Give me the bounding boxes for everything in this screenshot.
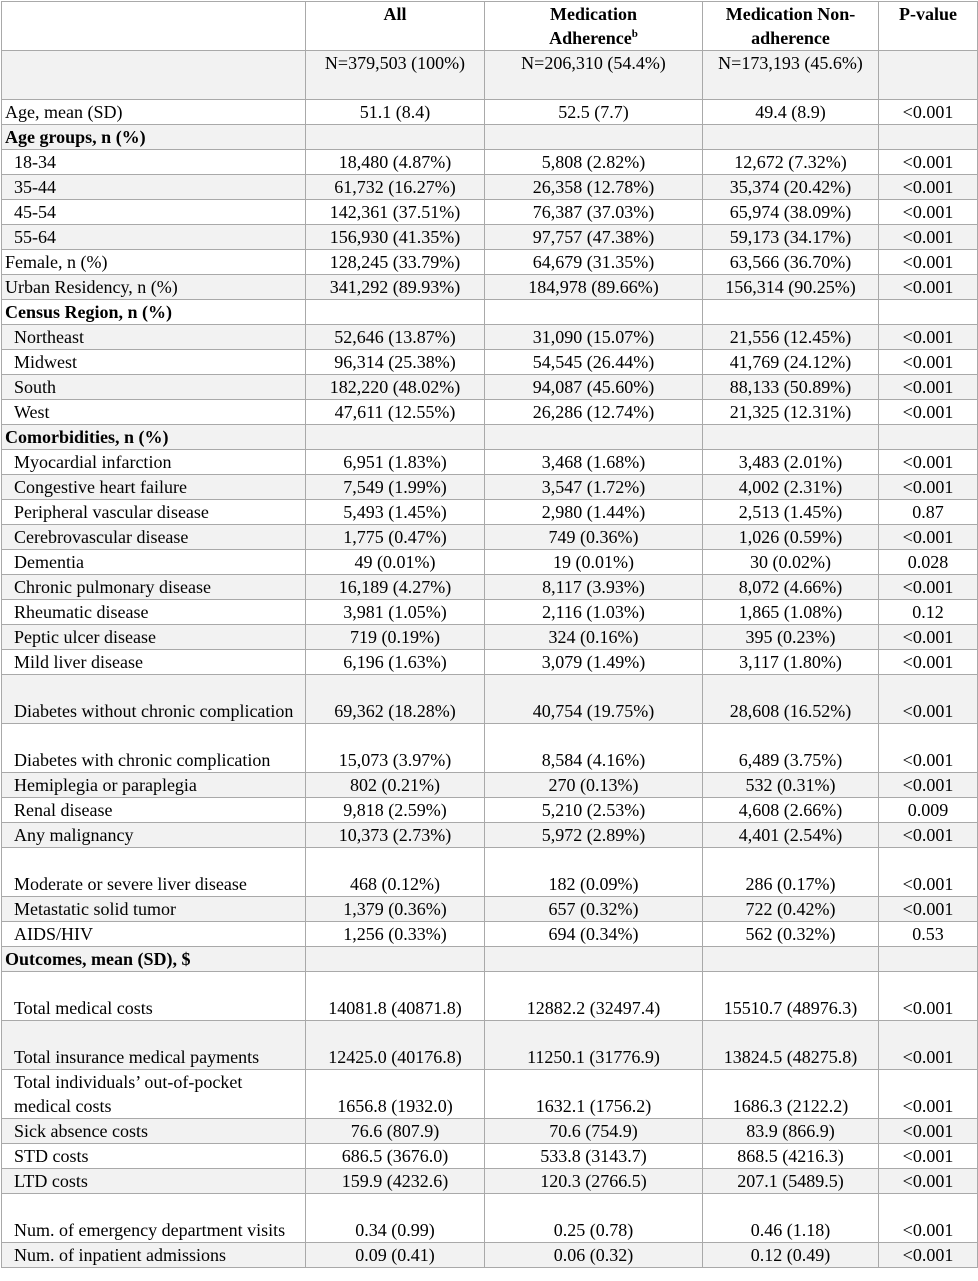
- row-label: Dementia: [2, 550, 306, 575]
- row-label: 35-44: [2, 175, 306, 200]
- cell-all: 15,073 (3.97%): [306, 724, 485, 773]
- cell-non-adherence: 3,483 (2.01%): [703, 450, 879, 475]
- cell-non-adherence: 35,374 (20.42%): [703, 175, 879, 200]
- table-row: [2, 475, 978, 500]
- cell-adherence: 40,754 (19.75%): [485, 675, 703, 724]
- row-label: AIDS/HIV: [2, 922, 306, 947]
- header-non-adherence: Medication Non-adherence: [703, 2, 879, 51]
- cell-non-adherence: 3,117 (1.80%): [703, 650, 879, 675]
- cell-adherence: 533.8 (3143.7): [485, 1144, 703, 1169]
- n-all: N=379,503 (100%): [306, 51, 485, 100]
- table-row: [2, 675, 978, 724]
- table-row: [2, 1119, 978, 1144]
- cell-non-adherence: 13824.5 (48275.8): [703, 1021, 879, 1070]
- cell-all: 96,314 (25.38%): [306, 350, 485, 375]
- cell-adherence: 749 (0.36%): [485, 525, 703, 550]
- cell-adherence: 0.25 (0.78): [485, 1194, 703, 1243]
- cell-all: 61,732 (16.27%): [306, 175, 485, 200]
- table-row: [2, 848, 978, 897]
- cell-p-value: <0.001: [879, 724, 978, 773]
- cell-non-adherence: 88,133 (50.89%): [703, 375, 879, 400]
- cell-p-value: <0.001: [879, 175, 978, 200]
- cell-p-value: 0.87: [879, 500, 978, 525]
- cell-adherence: 12882.2 (32497.4): [485, 972, 703, 1021]
- table-row: [2, 375, 978, 400]
- n-non-adherence: N=173,193 (45.6%): [703, 51, 879, 100]
- cell-non-adherence: 532 (0.31%): [703, 773, 879, 798]
- cell-adherence: 8,117 (3.93%): [485, 575, 703, 600]
- header-adherence: [485, 2, 703, 51]
- row-label: Peptic ulcer disease: [2, 625, 306, 650]
- cell-adherence: 11250.1 (31776.9): [485, 1021, 703, 1070]
- cell-non-adherence: 21,556 (12.45%): [703, 325, 879, 350]
- row-label: Moderate or severe liver disease: [2, 848, 306, 897]
- cell-all: 1,256 (0.33%): [306, 922, 485, 947]
- cell-p-value: <0.001: [879, 575, 978, 600]
- table-row: [2, 1243, 978, 1268]
- row-label: Female, n (%): [2, 250, 306, 275]
- cell-all: 16,189 (4.27%): [306, 575, 485, 600]
- cell-all: 10,373 (2.73%): [306, 823, 485, 848]
- cell-non-adherence: 63,566 (36.70%): [703, 250, 879, 275]
- cell-all: 0.09 (0.41): [306, 1243, 485, 1268]
- cell-p-value: <0.001: [879, 1169, 978, 1194]
- row-label: Renal disease: [2, 798, 306, 823]
- row-label: Cerebrovascular disease: [2, 525, 306, 550]
- section-empty-cell: [879, 125, 978, 150]
- cell-p-value: 0.028: [879, 550, 978, 575]
- cell-non-adherence: 0.46 (1.18): [703, 1194, 879, 1243]
- footnote-marker: b: [631, 28, 638, 40]
- cell-adherence: 5,808 (2.82%): [485, 150, 703, 175]
- cell-p-value: <0.001: [879, 823, 978, 848]
- cell-p-value: <0.001: [879, 200, 978, 225]
- cell-adherence: 54,545 (26.44%): [485, 350, 703, 375]
- cell-p-value: <0.001: [879, 1144, 978, 1169]
- cell-all: 49 (0.01%): [306, 550, 485, 575]
- section-empty-cell: [879, 425, 978, 450]
- row-label: Diabetes with chronic complication: [2, 724, 306, 773]
- cell-adherence: 3,468 (1.68%): [485, 450, 703, 475]
- cell-non-adherence: 722 (0.42%): [703, 897, 879, 922]
- section-label: Comorbidities, n (%): [2, 425, 306, 450]
- cell-p-value: <0.001: [879, 675, 978, 724]
- cell-adherence: 1632.1 (1756.2): [485, 1070, 703, 1119]
- table-row: [2, 922, 978, 947]
- section-empty-cell: [879, 300, 978, 325]
- cell-p-value: <0.001: [879, 475, 978, 500]
- cell-p-value: <0.001: [879, 1070, 978, 1119]
- row-label: Any malignancy: [2, 823, 306, 848]
- section-row: [2, 425, 978, 450]
- cell-adherence: 694 (0.34%): [485, 922, 703, 947]
- section-empty-cell: [485, 300, 703, 325]
- cell-p-value: <0.001: [879, 972, 978, 1021]
- row-label: Sick absence costs: [2, 1119, 306, 1144]
- cell-p-value: <0.001: [879, 100, 978, 125]
- cell-all: 6,951 (1.83%): [306, 450, 485, 475]
- cell-non-adherence: 0.12 (0.49): [703, 1243, 879, 1268]
- cell-p-value: <0.001: [879, 350, 978, 375]
- table-row: [2, 400, 978, 425]
- cell-non-adherence: 15510.7 (48976.3): [703, 972, 879, 1021]
- cell-non-adherence: 8,072 (4.66%): [703, 575, 879, 600]
- cell-non-adherence: 21,325 (12.31%): [703, 400, 879, 425]
- header-adherence-line1: Medication: [550, 4, 637, 24]
- cell-all: 69,362 (18.28%): [306, 675, 485, 724]
- cell-all: 52,646 (13.87%): [306, 325, 485, 350]
- row-label: 45-54: [2, 200, 306, 225]
- cell-adherence: 0.06 (0.32): [485, 1243, 703, 1268]
- cell-adherence: 3,079 (1.49%): [485, 650, 703, 675]
- cell-adherence: 2,980 (1.44%): [485, 500, 703, 525]
- row-label: Metastatic solid tumor: [2, 897, 306, 922]
- cell-non-adherence: 1,865 (1.08%): [703, 600, 879, 625]
- cell-adherence: 120.3 (2766.5): [485, 1169, 703, 1194]
- cell-all: 7,549 (1.99%): [306, 475, 485, 500]
- table-row: [2, 724, 978, 773]
- cell-non-adherence: 868.5 (4216.3): [703, 1144, 879, 1169]
- cell-all: 468 (0.12%): [306, 848, 485, 897]
- table-row: [2, 575, 978, 600]
- section-row: [2, 947, 978, 972]
- table-row: [2, 972, 978, 1021]
- cell-p-value: <0.001: [879, 1119, 978, 1144]
- cell-non-adherence: 59,173 (34.17%): [703, 225, 879, 250]
- table-row: [2, 250, 978, 275]
- cell-all: 0.34 (0.99): [306, 1194, 485, 1243]
- cell-p-value: 0.53: [879, 922, 978, 947]
- section-empty-cell: [703, 300, 879, 325]
- row-label: Total insurance medical payments: [2, 1021, 306, 1070]
- table-row: [2, 1021, 978, 1070]
- cell-all: 802 (0.21%): [306, 773, 485, 798]
- cell-p-value: <0.001: [879, 625, 978, 650]
- table-row: [2, 650, 978, 675]
- cell-adherence: 97,757 (47.38%): [485, 225, 703, 250]
- table-row: [2, 773, 978, 798]
- cell-all: 341,292 (89.93%): [306, 275, 485, 300]
- row-label: STD costs: [2, 1144, 306, 1169]
- table-row: [2, 897, 978, 922]
- cell-non-adherence: 30 (0.02%): [703, 550, 879, 575]
- section-empty-cell: [879, 947, 978, 972]
- table-row: [2, 325, 978, 350]
- table-row: [2, 1144, 978, 1169]
- cell-all: 9,818 (2.59%): [306, 798, 485, 823]
- row-label: Midwest: [2, 350, 306, 375]
- cell-all: 18,480 (4.87%): [306, 150, 485, 175]
- cell-adherence: 52.5 (7.7): [485, 100, 703, 125]
- cell-all: 47,611 (12.55%): [306, 400, 485, 425]
- section-row: [2, 300, 978, 325]
- row-label: LTD costs: [2, 1169, 306, 1194]
- cell-all: 76.6 (807.9): [306, 1119, 485, 1144]
- cell-non-adherence: 41,769 (24.12%): [703, 350, 879, 375]
- table-row: [2, 150, 978, 175]
- section-empty-cell: [306, 125, 485, 150]
- cell-adherence: 657 (0.32%): [485, 897, 703, 922]
- table-row: [2, 100, 978, 125]
- section-empty-cell: [703, 425, 879, 450]
- table-row: [2, 625, 978, 650]
- table-row: [2, 600, 978, 625]
- cell-all: 719 (0.19%): [306, 625, 485, 650]
- table-row: [2, 175, 978, 200]
- cell-all: 3,981 (1.05%): [306, 600, 485, 625]
- cell-non-adherence: 4,002 (2.31%): [703, 475, 879, 500]
- section-label: Census Region, n (%): [2, 300, 306, 325]
- row-label: 18-34: [2, 150, 306, 175]
- cell-all: 6,196 (1.63%): [306, 650, 485, 675]
- table-row: [2, 200, 978, 225]
- cell-all: 51.1 (8.4): [306, 100, 485, 125]
- table-row: [2, 500, 978, 525]
- cell-all: 5,493 (1.45%): [306, 500, 485, 525]
- header-p-value: P-value: [879, 2, 978, 51]
- cell-non-adherence: 207.1 (5489.5): [703, 1169, 879, 1194]
- cell-all: 1656.8 (1932.0): [306, 1070, 485, 1119]
- cell-p-value: <0.001: [879, 1021, 978, 1070]
- section-label: Age groups, n (%): [2, 125, 306, 150]
- cell-adherence: 5,210 (2.53%): [485, 798, 703, 823]
- cell-non-adherence: 28,608 (16.52%): [703, 675, 879, 724]
- cell-p-value: <0.001: [879, 450, 978, 475]
- table-row: [2, 450, 978, 475]
- cell-adherence: 8,584 (4.16%): [485, 724, 703, 773]
- n-label-cell: [2, 51, 306, 100]
- row-label: Total medical costs: [2, 972, 306, 1021]
- section-empty-cell: [703, 125, 879, 150]
- cell-p-value: <0.001: [879, 275, 978, 300]
- row-label: 55-64: [2, 225, 306, 250]
- section-empty-cell: [485, 425, 703, 450]
- cell-adherence: 26,358 (12.78%): [485, 175, 703, 200]
- cell-p-value: <0.001: [879, 1243, 978, 1268]
- sample-size-row: [2, 51, 978, 100]
- cell-all: 156,930 (41.35%): [306, 225, 485, 250]
- cell-p-value: <0.001: [879, 1194, 978, 1243]
- header-row: [2, 2, 978, 51]
- cell-p-value: <0.001: [879, 325, 978, 350]
- cell-p-value: <0.001: [879, 225, 978, 250]
- row-label: Chronic pulmonary disease: [2, 575, 306, 600]
- row-label: South: [2, 375, 306, 400]
- table-row: [2, 823, 978, 848]
- cell-adherence: 64,679 (31.35%): [485, 250, 703, 275]
- cell-all: 686.5 (3676.0): [306, 1144, 485, 1169]
- cell-non-adherence: 6,489 (3.75%): [703, 724, 879, 773]
- row-label: Mild liver disease: [2, 650, 306, 675]
- header-all: All: [306, 2, 485, 51]
- cell-p-value: <0.001: [879, 375, 978, 400]
- section-empty-cell: [306, 947, 485, 972]
- row-label: Congestive heart failure: [2, 475, 306, 500]
- cell-adherence: 70.6 (754.9): [485, 1119, 703, 1144]
- cell-p-value: <0.001: [879, 250, 978, 275]
- cell-adherence: 19 (0.01%): [485, 550, 703, 575]
- row-label: West: [2, 400, 306, 425]
- cell-non-adherence: 2,513 (1.45%): [703, 500, 879, 525]
- cell-p-value: <0.001: [879, 848, 978, 897]
- row-label: Urban Residency, n (%): [2, 275, 306, 300]
- cell-all: 142,361 (37.51%): [306, 200, 485, 225]
- table-row: [2, 1169, 978, 1194]
- cell-non-adherence: 12,672 (7.32%): [703, 150, 879, 175]
- header-label-cell: [2, 2, 306, 51]
- baseline-characteristics-table: [1, 1, 978, 1268]
- cell-p-value: <0.001: [879, 773, 978, 798]
- section-label: Outcomes, mean (SD), $: [2, 947, 306, 972]
- cell-p-value: <0.001: [879, 525, 978, 550]
- table-row: [2, 350, 978, 375]
- cell-adherence: 182 (0.09%): [485, 848, 703, 897]
- cell-p-value: <0.001: [879, 897, 978, 922]
- table-row: [2, 1070, 978, 1119]
- table-row: [2, 275, 978, 300]
- cell-adherence: 76,387 (37.03%): [485, 200, 703, 225]
- cell-adherence: 2,116 (1.03%): [485, 600, 703, 625]
- cell-non-adherence: 395 (0.23%): [703, 625, 879, 650]
- row-label: Northeast: [2, 325, 306, 350]
- row-label: Num. of inpatient admissions: [2, 1243, 306, 1268]
- n-adherence: N=206,310 (54.4%): [485, 51, 703, 100]
- cell-all: 182,220 (48.02%): [306, 375, 485, 400]
- cell-non-adherence: 49.4 (8.9): [703, 100, 879, 125]
- table-row: [2, 225, 978, 250]
- cell-adherence: 3,547 (1.72%): [485, 475, 703, 500]
- section-row: [2, 125, 978, 150]
- row-label: Hemiplegia or paraplegia: [2, 773, 306, 798]
- section-empty-cell: [485, 947, 703, 972]
- cell-adherence: 5,972 (2.89%): [485, 823, 703, 848]
- row-label: Rheumatic disease: [2, 600, 306, 625]
- row-label: Num. of emergency department visits: [2, 1194, 306, 1243]
- cell-non-adherence: 286 (0.17%): [703, 848, 879, 897]
- section-empty-cell: [485, 125, 703, 150]
- cell-adherence: 31,090 (15.07%): [485, 325, 703, 350]
- n-p-value: [879, 51, 978, 100]
- cell-adherence: 184,978 (89.66%): [485, 275, 703, 300]
- cell-p-value: <0.001: [879, 650, 978, 675]
- table-row: [2, 1194, 978, 1243]
- cell-non-adherence: 4,401 (2.54%): [703, 823, 879, 848]
- cell-adherence: 270 (0.13%): [485, 773, 703, 798]
- row-label: Age, mean (SD): [2, 100, 306, 125]
- table-row: [2, 798, 978, 823]
- cell-non-adherence: 83.9 (866.9): [703, 1119, 879, 1144]
- cell-all: 128,245 (33.79%): [306, 250, 485, 275]
- cell-p-value: 0.009: [879, 798, 978, 823]
- cell-non-adherence: 1686.3 (2122.2): [703, 1070, 879, 1119]
- cell-non-adherence: 156,314 (90.25%): [703, 275, 879, 300]
- table-row: [2, 550, 978, 575]
- cell-p-value: 0.12: [879, 600, 978, 625]
- row-label: Peripheral vascular disease: [2, 500, 306, 525]
- cell-all: 1,379 (0.36%): [306, 897, 485, 922]
- section-empty-cell: [306, 425, 485, 450]
- cell-all: 14081.8 (40871.8): [306, 972, 485, 1021]
- section-empty-cell: [306, 300, 485, 325]
- row-label: Total individuals’ out-of-pocket medical costs: [2, 1070, 306, 1119]
- cell-all: 1,775 (0.47%): [306, 525, 485, 550]
- table-row: [2, 525, 978, 550]
- cell-adherence: 26,286 (12.74%): [485, 400, 703, 425]
- cell-all: 159.9 (4232.6): [306, 1169, 485, 1194]
- row-label: Myocardial infarction: [2, 450, 306, 475]
- cell-p-value: <0.001: [879, 400, 978, 425]
- cell-adherence: 324 (0.16%): [485, 625, 703, 650]
- cell-non-adherence: 4,608 (2.66%): [703, 798, 879, 823]
- cell-all: 12425.0 (40176.8): [306, 1021, 485, 1070]
- cell-p-value: <0.001: [879, 150, 978, 175]
- header-adherence-line2: Adherence: [549, 28, 632, 48]
- cell-non-adherence: 1,026 (0.59%): [703, 525, 879, 550]
- row-label: Diabetes without chronic complication: [2, 675, 306, 724]
- cell-non-adherence: 562 (0.32%): [703, 922, 879, 947]
- cell-adherence: 94,087 (45.60%): [485, 375, 703, 400]
- section-empty-cell: [703, 947, 879, 972]
- cell-non-adherence: 65,974 (38.09%): [703, 200, 879, 225]
